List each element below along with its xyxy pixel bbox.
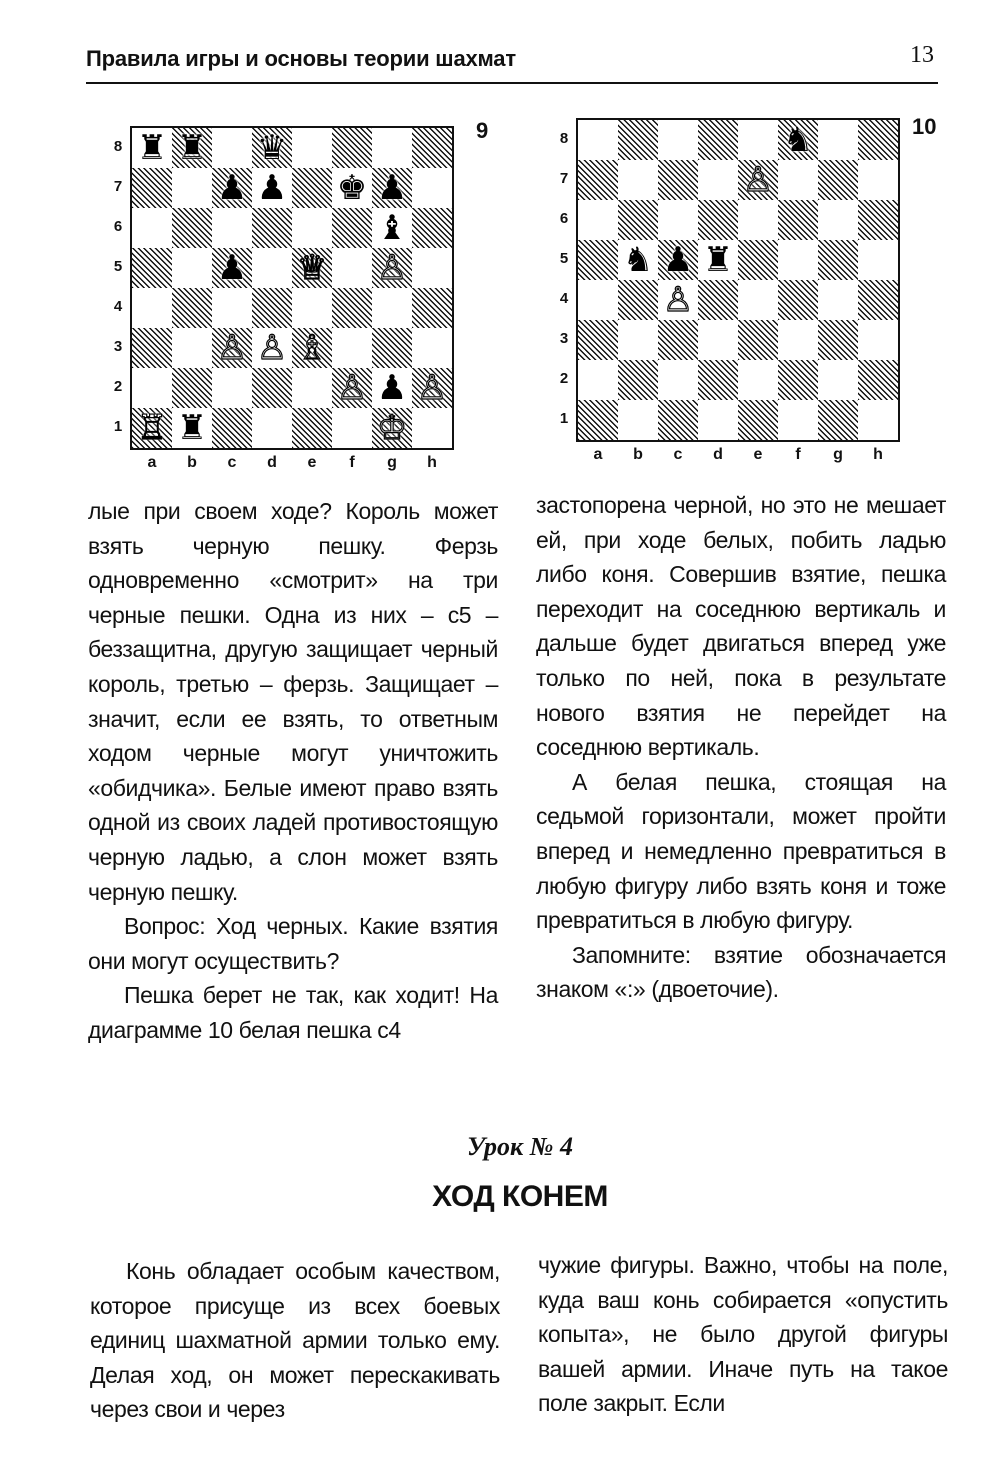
square-d7 [698, 160, 738, 200]
square-e1 [738, 400, 778, 440]
square-e5 [738, 240, 778, 280]
piece-white-e5: ♕ [296, 248, 328, 288]
square-b8 [618, 120, 658, 160]
piece-black-f7: ♚ [336, 168, 368, 208]
square-c1 [212, 408, 252, 448]
running-header [86, 42, 938, 84]
square-d1 [252, 408, 292, 448]
square-d4 [252, 288, 292, 328]
text-column-bottom-right [538, 1248, 948, 1421]
square-a6 [578, 200, 618, 240]
piece-black-c7: ♟ [216, 168, 248, 208]
rank-label-8: 8 [559, 130, 569, 147]
square-e6 [292, 208, 332, 248]
rank-label-8: 8 [113, 138, 123, 155]
square-g4 [372, 288, 412, 328]
square-f7 [778, 160, 818, 200]
square-e1 [292, 408, 332, 448]
rank-label-2: 2 [559, 370, 569, 387]
square-a1 [578, 400, 618, 440]
square-c8 [212, 128, 252, 168]
text-column-bottom-left [90, 1254, 500, 1427]
piece-black-g6: ♝ [376, 208, 408, 248]
piece-white-f2: ♙ [336, 368, 368, 408]
square-h7 [858, 160, 898, 200]
square-e4 [738, 280, 778, 320]
square-h8 [412, 128, 452, 168]
square-c4 [212, 288, 252, 328]
square-f4 [778, 280, 818, 320]
file-label-d: d [267, 454, 277, 471]
rank-label-3: 3 [559, 330, 569, 347]
square-e2 [292, 368, 332, 408]
chess-diagram-10 [576, 118, 900, 442]
square-h3 [858, 320, 898, 360]
file-label-f: f [795, 446, 801, 463]
square-e6 [738, 200, 778, 240]
square-c1 [658, 400, 698, 440]
file-label-h: h [873, 446, 883, 463]
square-h7 [412, 168, 452, 208]
piece-white-g5: ♙ [376, 248, 408, 288]
square-c6 [658, 200, 698, 240]
square-g2 [818, 360, 858, 400]
rank-label-7: 7 [113, 178, 123, 195]
square-a2 [578, 360, 618, 400]
piece-black-b8: ♜ [176, 128, 208, 168]
square-d2 [252, 368, 292, 408]
piece-white-h2: ♙ [416, 368, 448, 408]
square-e4 [292, 288, 332, 328]
square-h2 [858, 360, 898, 400]
file-label-c: c [227, 454, 237, 471]
rank-label-5: 5 [113, 258, 123, 275]
piece-white-e3: ♗ [296, 328, 328, 368]
square-g3 [818, 320, 858, 360]
square-c6 [212, 208, 252, 248]
square-f8 [332, 128, 372, 168]
file-label-a: a [593, 446, 603, 463]
square-c8 [658, 120, 698, 160]
square-h6 [412, 208, 452, 248]
square-c2 [658, 360, 698, 400]
square-d1 [698, 400, 738, 440]
lesson-title: ХОД КОНЕМ [432, 1180, 608, 1213]
square-f4 [332, 288, 372, 328]
square-f5 [332, 248, 372, 288]
lesson-number: Урок № 4 [466, 1132, 574, 1161]
paragraph: лые при своем ходе? Король может взять черную пешку. Ферзь одновременно «смотрит» на три черные пешки. Одна из них – с5 – беззащитна, другую защищает черный король, третью – ферзь. Защищает – значит, если ее взять, то ответным ходом черные могут уничтожить «обидчика». Белые имеют право взять одной из своих ладей противостоящую черную ладью, а слон может взять черную пешку. [88, 498, 498, 905]
square-g5 [818, 240, 858, 280]
piece-white-d3: ♙ [256, 328, 288, 368]
square-f6 [332, 208, 372, 248]
square-f3 [778, 320, 818, 360]
piece-white-a1: ♖ [136, 408, 168, 448]
piece-black-g2: ♟ [376, 368, 408, 408]
square-b7 [618, 160, 658, 200]
square-a5 [132, 248, 172, 288]
piece-white-c3: ♙ [216, 328, 248, 368]
square-c3 [658, 320, 698, 360]
running-title: Правила игры и основы теории шахмат [86, 46, 516, 71]
square-h5 [412, 248, 452, 288]
rank-label-4: 4 [559, 290, 569, 307]
square-g4 [818, 280, 858, 320]
rank-label-6: 6 [113, 218, 123, 235]
paragraph: Запомните: взятие обозначается знаком «:» (двоеточие). [536, 941, 946, 1003]
piece-black-d7: ♟ [256, 168, 288, 208]
square-a5 [578, 240, 618, 280]
paragraph: Вопрос: Ход черных. Какие взятия они могут осуществить? [88, 913, 498, 974]
square-a7 [578, 160, 618, 200]
file-label-e: e [307, 454, 317, 471]
paragraph: Пешка берет не так, как ходит! На диаграмме 10 белая пешка с4 [88, 982, 498, 1043]
square-f6 [778, 200, 818, 240]
file-label-f: f [349, 454, 355, 471]
page-number: 13 [910, 42, 934, 68]
square-b3 [172, 328, 212, 368]
square-h8 [858, 120, 898, 160]
text-column-right [536, 488, 946, 1007]
square-b1 [618, 400, 658, 440]
rank-label-4: 4 [113, 298, 123, 315]
file-label-h: h [427, 454, 437, 471]
square-h4 [858, 280, 898, 320]
square-a2 [132, 368, 172, 408]
file-label-b: b [633, 446, 643, 463]
piece-black-g7: ♟ [376, 168, 408, 208]
piece-white-e7: ♙ [742, 160, 774, 200]
square-b7 [172, 168, 212, 208]
square-b5 [172, 248, 212, 288]
square-a7 [132, 168, 172, 208]
square-d2 [698, 360, 738, 400]
square-f3 [332, 328, 372, 368]
rank-label-1: 1 [113, 418, 123, 435]
file-label-g: g [833, 446, 843, 463]
square-g7 [818, 160, 858, 200]
piece-black-a8: ♜ [136, 128, 168, 168]
square-b3 [618, 320, 658, 360]
square-a4 [132, 288, 172, 328]
square-h4 [412, 288, 452, 328]
piece-black-b5: ♞ [622, 240, 654, 280]
paragraph: застопорена черной, но это не мешает ей, при ходе белых, побить ладью либо коня. Совершив взятие, пешка переходит на соседнюю вертикаль и дальше будет двигаться вперед уже только по ней, пока в результате нового взятия не перейдет на соседнюю вертикаль. [536, 492, 946, 761]
square-g6 [818, 200, 858, 240]
square-e2 [738, 360, 778, 400]
square-b2 [172, 368, 212, 408]
diagram-10-number: 10 [912, 114, 937, 139]
piece-black-b1: ♜ [176, 408, 208, 448]
square-g3 [372, 328, 412, 368]
square-f1 [332, 408, 372, 448]
rank-label-5: 5 [559, 250, 569, 267]
piece-black-c5: ♟ [662, 240, 694, 280]
square-a6 [132, 208, 172, 248]
file-label-b: b [187, 454, 197, 471]
square-d6 [252, 208, 292, 248]
paragraph: Конь обладает особым качеством, которое присуще из всех боевых единиц шахматной армии только ему. Делая ход, он может перескакивать через свои и через [90, 1258, 500, 1423]
square-f5 [778, 240, 818, 280]
square-a3 [132, 328, 172, 368]
square-e7 [292, 168, 332, 208]
file-label-a: a [147, 454, 157, 471]
square-f2 [778, 360, 818, 400]
square-h6 [858, 200, 898, 240]
square-h1 [858, 400, 898, 440]
square-b6 [172, 208, 212, 248]
square-a3 [578, 320, 618, 360]
square-d8 [698, 120, 738, 160]
file-label-c: c [673, 446, 683, 463]
square-g8 [818, 120, 858, 160]
file-label-e: e [753, 446, 763, 463]
square-c7 [658, 160, 698, 200]
rank-label-7: 7 [559, 170, 569, 187]
square-a8 [578, 120, 618, 160]
square-g1 [818, 400, 858, 440]
square-d4 [698, 280, 738, 320]
square-a4 [578, 280, 618, 320]
square-d6 [698, 200, 738, 240]
square-f1 [778, 400, 818, 440]
square-h5 [858, 240, 898, 280]
piece-white-g1: ♔ [376, 408, 408, 448]
square-g8 [372, 128, 412, 168]
paragraph: чужие фигуры. Важно, чтобы на поле, куда ваш конь собирается «опустить копыта», не было другой фигуры вашей армии. Иначе путь на такое поле закрыт. Если [538, 1252, 948, 1417]
square-c2 [212, 368, 252, 408]
square-b4 [618, 280, 658, 320]
piece-black-f8: ♞ [782, 120, 814, 160]
paragraph: А белая пешка, стоящая на седьмой горизонтали, может пройти вперед и немедленно превратиться в любую фигуру либо взять коня и тоже превратиться в любую фигуру. [536, 768, 946, 934]
square-d3 [698, 320, 738, 360]
piece-black-c5: ♟ [216, 248, 248, 288]
rank-label-2: 2 [113, 378, 123, 395]
square-d5 [252, 248, 292, 288]
rank-label-3: 3 [113, 338, 123, 355]
square-e8 [292, 128, 332, 168]
square-b6 [618, 200, 658, 240]
rank-label-1: 1 [559, 410, 569, 427]
diagram-9-number: 9 [476, 118, 489, 143]
piece-white-c4: ♙ [662, 280, 694, 320]
square-e8 [738, 120, 778, 160]
rank-label-6: 6 [559, 210, 569, 227]
square-h1 [412, 408, 452, 448]
square-b4 [172, 288, 212, 328]
chess-diagram-9 [130, 126, 454, 450]
text-column-left [88, 494, 498, 1048]
square-b2 [618, 360, 658, 400]
piece-black-d5: ♜ [702, 240, 734, 280]
square-e3 [738, 320, 778, 360]
file-label-d: d [713, 446, 723, 463]
square-h3 [412, 328, 452, 368]
piece-black-d8: ♛ [256, 128, 288, 168]
file-label-g: g [387, 454, 397, 471]
